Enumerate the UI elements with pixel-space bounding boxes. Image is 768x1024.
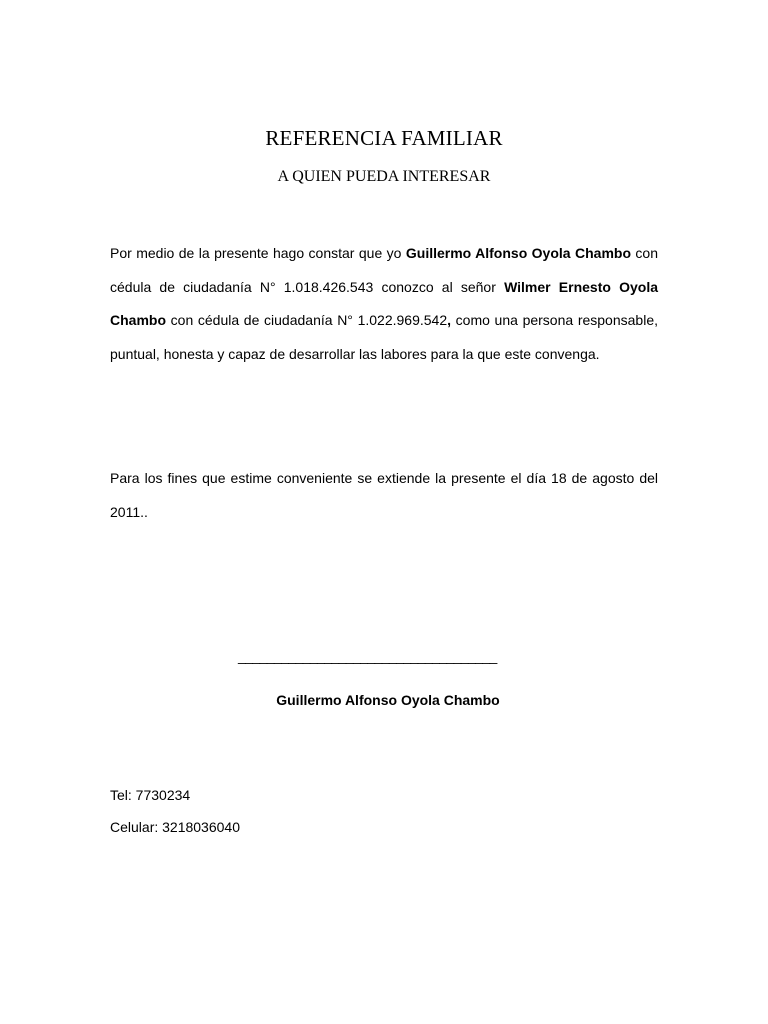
signature-name: Guillermo Alfonso Oyola Chambo [276,692,500,708]
signature-line: ____________________________________ [238,648,497,664]
document-title: REFERENCIA FAMILIAR [265,126,503,150]
paragraph-text: con cédula de ciudadanía N° 1.018.426.543 conozco al señor [110,245,658,295]
paragraph-text: como una persona responsable, puntual, honesta y capaz de desarrollar las labores para la que este convenga. [110,312,658,362]
cellphone: Celular: 3218036040 [110,819,240,835]
document-subtitle: A QUIEN PUEDA INTERESAR [277,168,491,185]
referred-name: Wilmer Ernesto Oyola Chambo [110,278,658,328]
paragraph-comma: , [447,312,451,328]
closing-paragraph: Para los fines que estime conveniente se extiende la presente el día 18 de agosto del 2011.. [110,470,658,520]
paragraph-text: con cédula de ciudadanía N° 1.022.969.542 [166,312,448,328]
telephone: Tel: 7730234 [110,787,191,803]
reference-paragraph [110,237,658,371]
referrer-name: Guillermo Alfonso Oyola Chambo [405,245,631,261]
paragraph-text: Por medio de la presente hago constar que yo [110,245,406,261]
